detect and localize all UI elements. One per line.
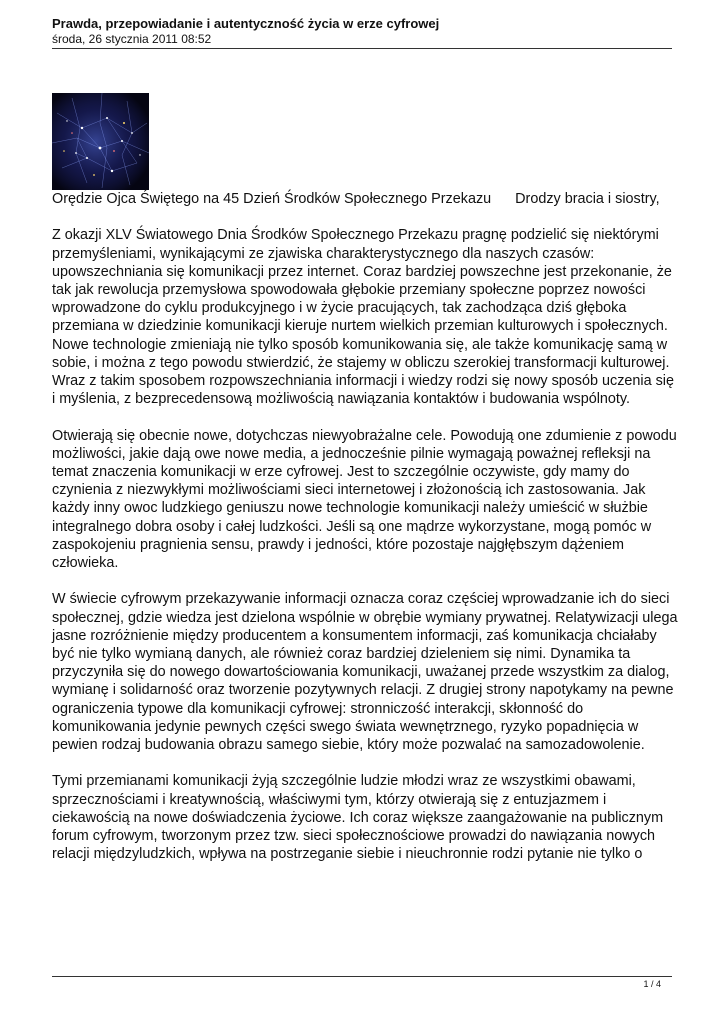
paragraph-2: Otwierają się obecnie nowe, dotychczas niewyobrażalne cele. Powodują one zdumienie z powodu możliwości, jakie dają owe nowe media, a jednocześnie pilnie wymagają poważnej refleksji na temat znaczenia komunikacji w erze cyfrowej. Jest to szczególnie oczywiste, gdy mamy do czynienia z niezwykłymi możliwościami sieci internetowej i złożonością ich zastosowania. Jak każdy inny owoc ludzkiego geniuszu nowe technologie komunikacji należy umieścić w służbie integralnego dobra osoby i całej ludzkości. Jeśli są one mądrze wykorzystane, mogą pomóc w zaspokojeniu pragnienia sensu, prawdy i jedności, które pozostaje najgłębszym dążeniem człowieka. (52, 427, 677, 572)
lead-greeting: Drodzy bracia i siostry, (515, 191, 660, 207)
lead-paragraph (52, 190, 680, 208)
paragraph-1: Z okazji XLV Światowego Dnia Środków Społecznego Przekazu pragnę podzielić się niektórymi przemyśleniami, wynikającymi ze zjawiska charakterystycznego dla naszych czasów: upowszechniania się komunikacji przez internet. Coraz bardziej powszechne jest przekonanie, że tak jak rewolucja przemysłowa spowodowała głębokie przemiany społeczne poprzez nowości wprowadzone do cyklu produkcyjnego i w życie pracujących, tak zachodząca dziś głęboka przemiana w dziedzinie komunikacji kieruje nurtem wielkich przemian kulturowych i społecznych. Nowe technologie zmieniają nie tylko sposób komunikowania się, ale także komunikację samą w sobie, i można z tego powodu stwierdzić, że stajemy w obliczu szerokiej transformacji kulturowej. Wraz z takim sposobem rozpowszechniania informacji i wiedzy rodzi się nowy sposób uczenia się i myślenia, z bezprecedensową możliwością nawiązania kontaktów i budowania wspólnoty. (52, 227, 674, 408)
document-title: Prawda, przepowiadanie i autentyczność życia w erze cyfrowej (52, 16, 440, 31)
lead-title: Orędzie Ojca Świętego na 45 Dzień Środków Społecznego Przekazu (52, 191, 492, 207)
network-globe-graphic (52, 93, 149, 190)
paragraph-4: Tymi przemianami komunikacji żyją szczególnie ludzie młodzi wraz ze wszystkimi obawami, sprzecznościami i kreatywnością, właściwymi tym, którzy otwierają się z entuzjazmem i ciekawością na nowe doświadczenia życiowe. Ich coraz większe zaangażowanie na publicznym forum cyfrowym, tworzonym przez tzw. sieci społecznościowe prowadzi do nawiązania nowych relacji międzyludzkich, wpływa na postrzeganie siebie i nieuchronnie rodzi pytanie nie tylko o (52, 773, 664, 863)
network-globe-image (52, 93, 149, 190)
page-header (52, 16, 672, 47)
footer-divider (52, 976, 672, 977)
page-number: 1 / 4 (643, 979, 661, 989)
paragraph-3: W świecie cyfrowym przekazywanie informacji oznacza coraz częściej wprowadzanie ich do sieci społecznej, gdzie wiedza jest dzielona wspólnie w obrębie wymiany prywatnej. Relatywizacji ulega jasne rozróżnienie między producentem a konsumentem informacji, zaś komunikacja chciałaby być nie tylko wymianą danych, ale również coraz bardziej dzieleniem się nimi. Dynamika ta przyczyniła się do nowego dowartościowania komunikacji, uważanej przede wszystkim za dialog, wymianę i solidarność oraz tworzenie pozytywnych relacji. Z drugiej strony napotykamy na pewne ograniczenia typowe dla komunikacji cyfrowej: stronniczość interakcji, skłonność do komunikowania jedynie pewnych części swego świata wewnętrznego, ryzyko popadnięcia w pewien rodzaj budowania obrazu samego siebie, który może pozwalać na samozadowolenie. (52, 591, 678, 754)
header-divider (52, 48, 672, 49)
document-date: środa, 26 stycznia 2011 08:52 (52, 32, 212, 46)
article-body (52, 190, 680, 882)
